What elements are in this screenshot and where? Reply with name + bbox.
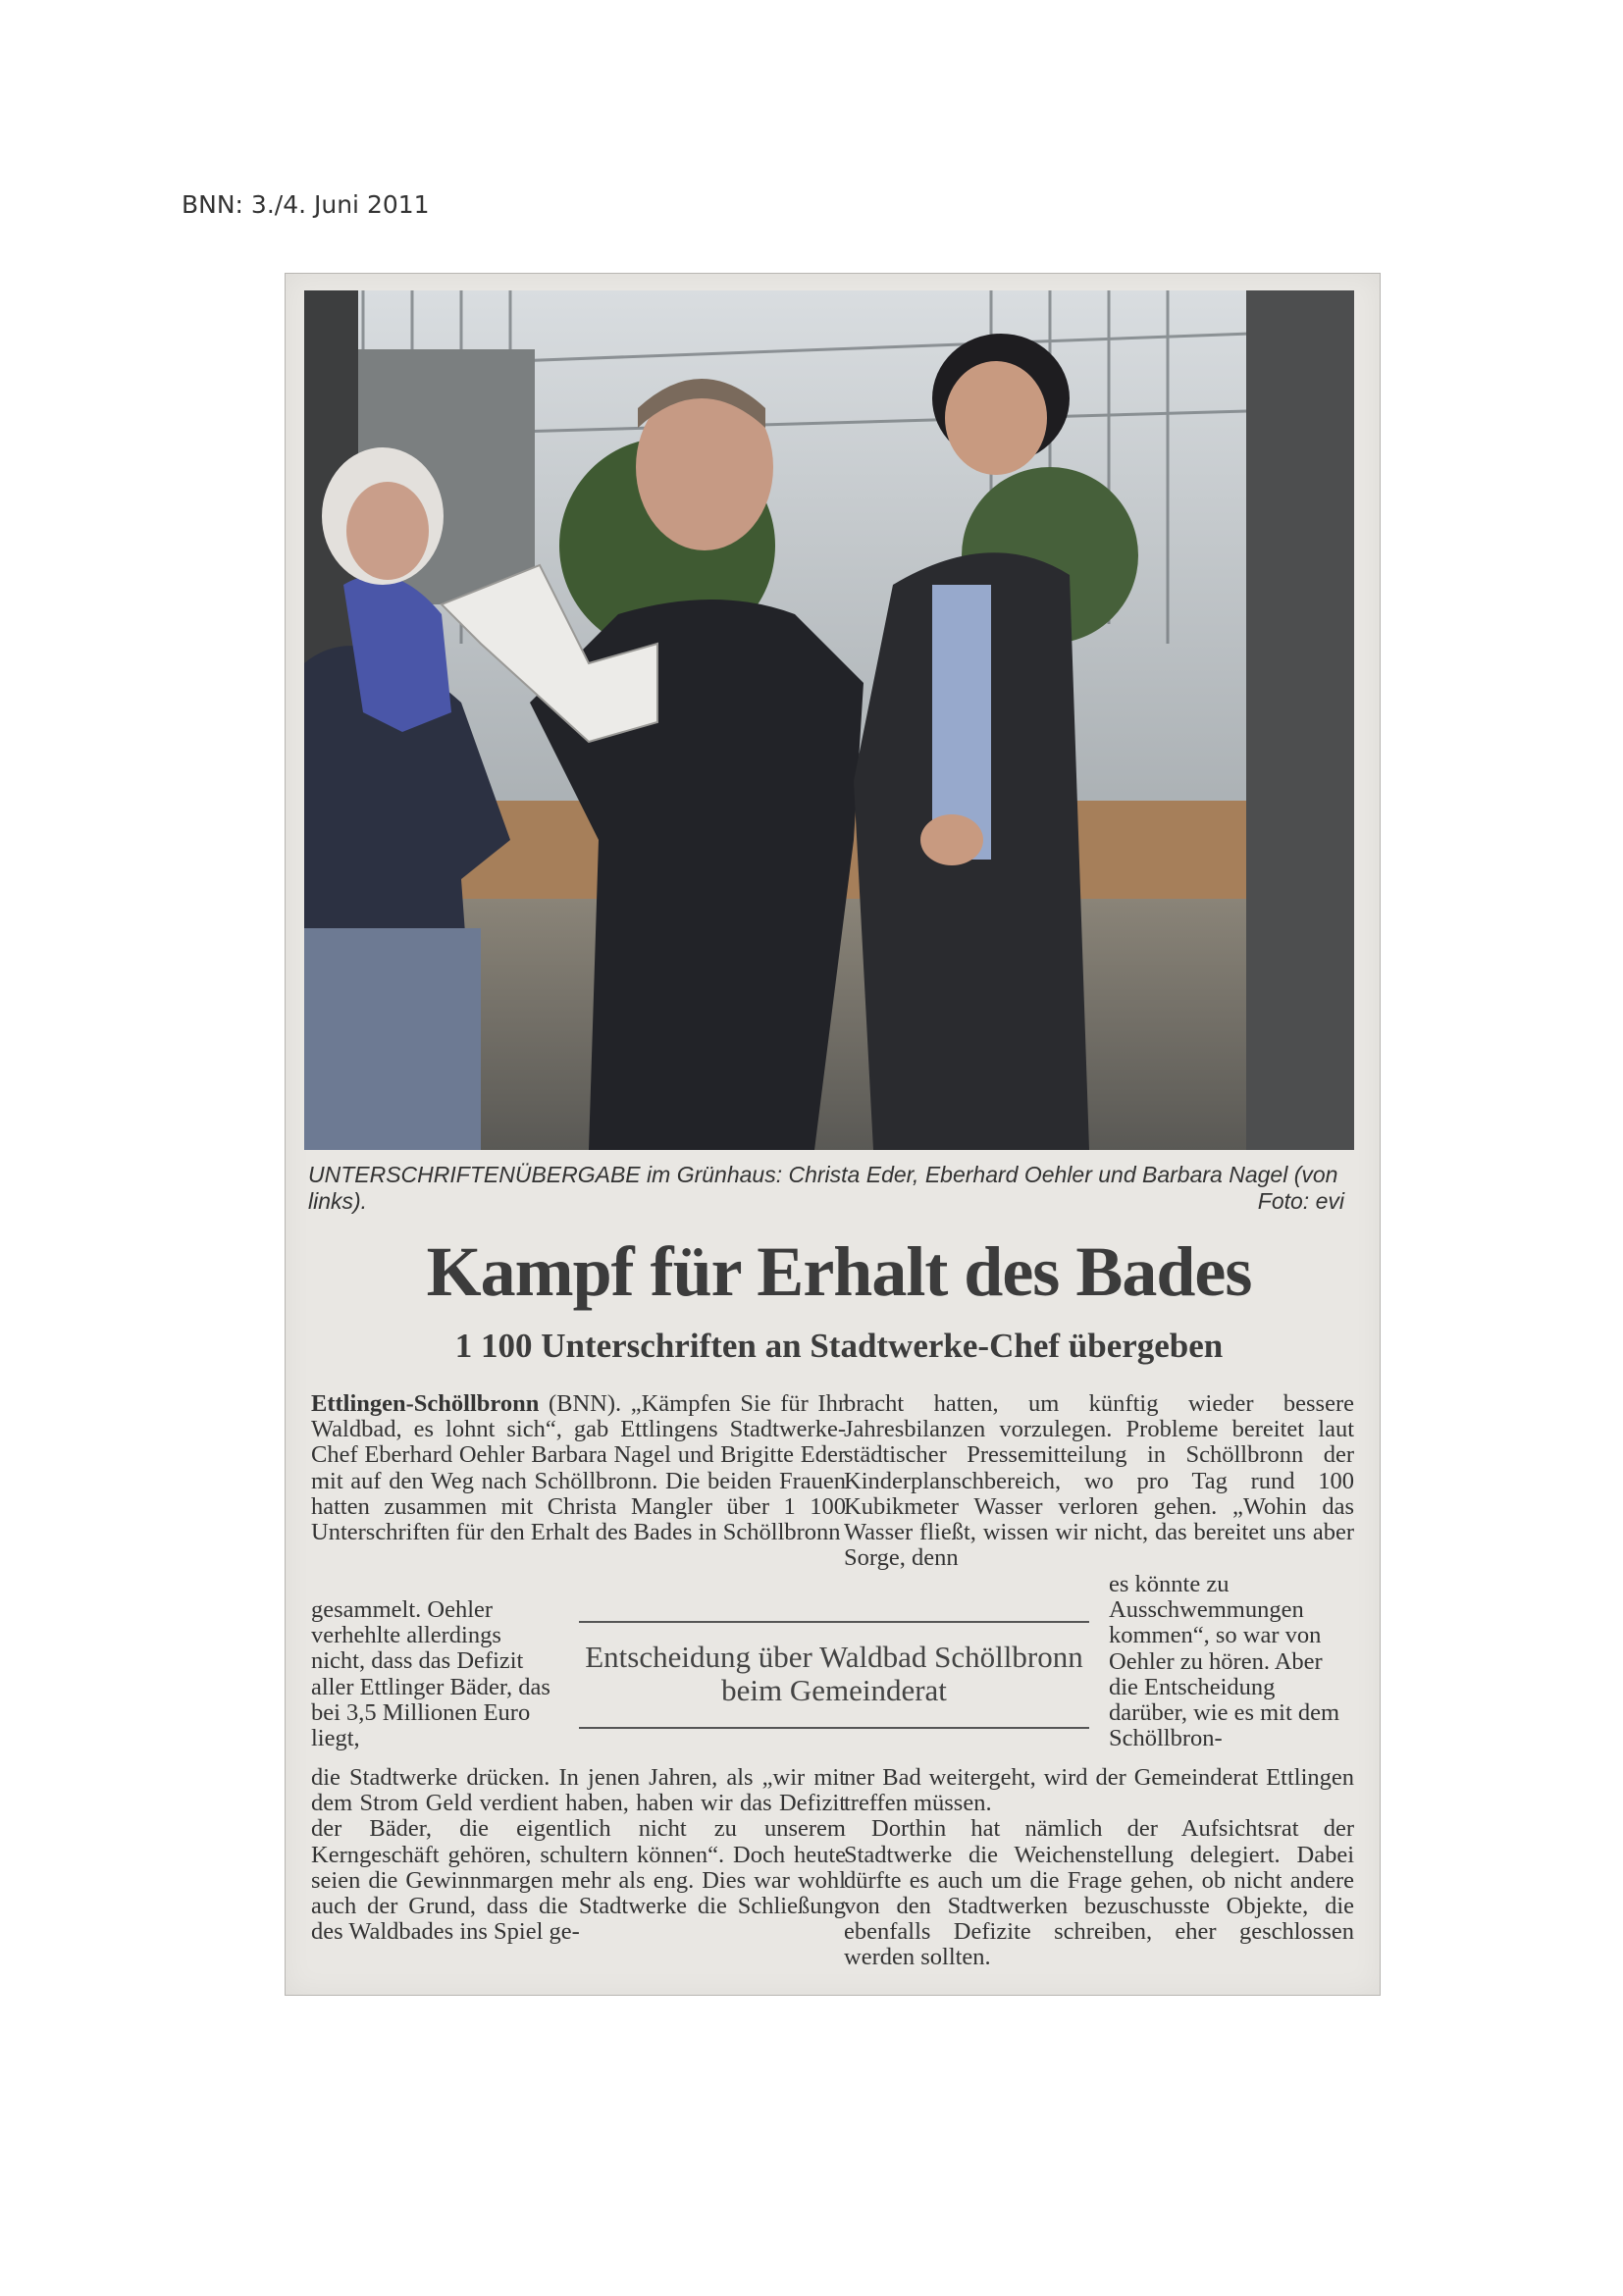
article-column-right-top (844, 1391, 1354, 1571)
article-column-left-narrow (311, 1597, 556, 1751)
paragraph-right-bottom-1: ner Bad weitergeht, wird der Gemeinderat Ettlingen treffen müssen. (844, 1764, 1354, 1817)
article-column-right-bottom (844, 1765, 1354, 1971)
paragraph-left-narrow: gesammelt. Oehler verhehlte allerdings nicht, dass das Defizit aller Ettlinger Bäder, das bei 3,5 Millionen Euro liegt, (311, 1596, 550, 1752)
caption-text: UNTERSCHRIFTENÜBERGABE im Grünhaus: Christa Eder, Eberhard Oehler und Barbara Nagel (von links). (308, 1162, 1338, 1214)
subheadline: 1 100 Unterschriften an Stadtwerke-Chef übergeben (454, 1327, 1224, 1365)
photo-credit: Foto: evi (1257, 1188, 1344, 1214)
article-column-left-top (311, 1391, 846, 1545)
source-date: BNN: 3./4. Juni 2011 (182, 190, 430, 219)
headline: Kampf für Erhalt des Bades (426, 1232, 1252, 1311)
paragraph-right-bottom-2: Dorthin hat nämlich der Aufsichtsrat der Stadtwerke die Weichenstellung delegiert. Dabei dürfte es auch um die Frage gehen, ob nicht andere von den Stadtwerken bezuschusste Objekte, die ebenfalls Defizite schreiben, eher geschlossen werden sollten. (844, 1815, 1354, 1971)
paragraph-left-top: (BNN). „Kämpfen Sie für Ihr Waldbad, es lohnt sich“, gab Ettlingens Stadtwerke-Chef Eberhard Oehler Barbara Nagel und Brigitte Eder mit auf den Weg nach Schöllbronn. Die beiden Frauen hatten zusammen mit Christa Mangler über 1 100 Unterschriften für den Erhalt des Bades in Schöllbronn (311, 1390, 846, 1546)
paragraph-right-narrow: es könnte zu Ausschwemmungen kommen“, so war von Oehler zu hören. Aber die Entscheidung darüber, wie es mit dem Schöllbron- (1109, 1571, 1340, 1752)
article-column-left-bottom (311, 1765, 846, 1945)
paragraph-left-bottom: die Stadtwerke drücken. In jenen Jahren, als „wir mit dem Strom Geld verdient haben, haben wir das Defizit der Bäder, die eigentlich nicht zu unserem Kerngeschäft gehören, schultern können“. Doch heute seien die Gewinnmargen mehr als eng. Dies war wohl auch der Grund, dass die Stadtwerke die Schließung des Waldbades ins Spiel ge- (311, 1764, 846, 1946)
pull-quote: Entscheidung über Waldbad Schöllbronn beim Gemeinderat (579, 1621, 1089, 1729)
paragraph-right-top: bracht hatten, um künftig wieder bessere Jahresbilanzen vorzulegen. Probleme bereitet laut städtischer Pressemitteilung in Schöllbronn der Kinderplanschbereich, wo pro Tag rund 100 Kubikmeter Wasser verloren gehen. „Wohin das Wasser fließt, wissen wir nicht, das bereitet uns aber Sorge, denn (844, 1390, 1354, 1572)
photo-illustration (304, 290, 1354, 1150)
dateline: Ettlingen-Schöllbronn (311, 1390, 540, 1417)
article-photo (304, 290, 1354, 1150)
photo-caption (308, 1162, 1350, 1215)
article-column-right-narrow (1109, 1572, 1354, 1751)
